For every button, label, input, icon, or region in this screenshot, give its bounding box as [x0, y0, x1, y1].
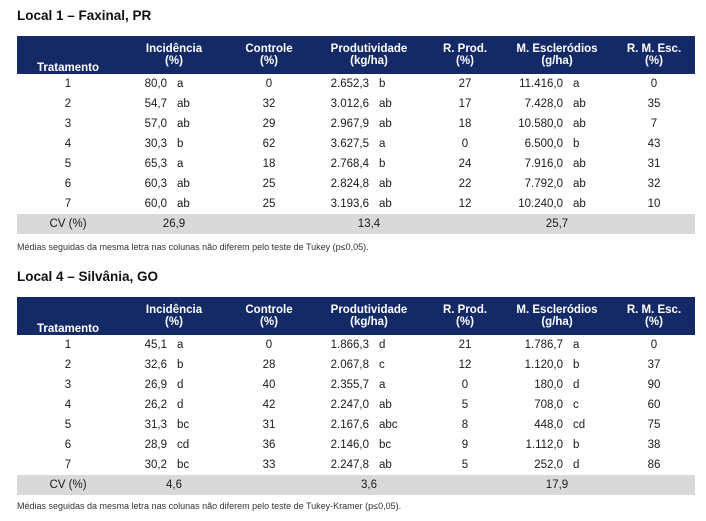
cell-esclerodios: [501, 415, 613, 435]
cell-incidencia-letter: ab: [177, 198, 190, 210]
cell-tratamento: 3: [64, 118, 72, 130]
cell-incidencia-letter: d: [177, 379, 184, 391]
table-row: [17, 395, 695, 415]
local4-table: [17, 297, 695, 495]
header-incidencia: Incidência: [119, 297, 229, 316]
cell-r-prod: 12: [458, 359, 472, 371]
cell-esclerodios-value: 6.500,0: [524, 138, 563, 150]
local1-title: Local 1 – Faxinal, PR: [17, 8, 152, 23]
cell-incidencia-value: 45,1: [144, 339, 167, 351]
header-r-prod-unit: (%): [429, 316, 501, 335]
cell-produtividade-letter: c: [379, 359, 385, 371]
cv-r-m-esc: [613, 475, 695, 495]
header-r-m-esc: R. M. Esc.: [613, 297, 695, 316]
cv-label: CV (%): [17, 214, 119, 234]
table-row: [17, 415, 695, 435]
local1-table-body: [17, 74, 695, 234]
cell-incidencia-value: 57,0: [144, 118, 167, 130]
cell-incidencia: [119, 395, 229, 415]
cell-esclerodios-letter: b: [573, 359, 580, 371]
cv-r-prod: [429, 214, 501, 234]
cell-tratamento: 6: [64, 439, 72, 451]
header-r-m-esc-unit: (%): [613, 55, 695, 74]
table-row: [17, 435, 695, 455]
cell-r-m-esc: 0: [650, 339, 658, 351]
cell-incidencia-letter: a: [177, 158, 184, 170]
cell-produtividade-letter: a: [379, 138, 386, 150]
cell-produtividade-value: 3.193,6: [330, 198, 369, 210]
header-r-prod: R. Prod.: [429, 36, 501, 55]
cell-esclerodios: [501, 174, 613, 194]
cell-produtividade-letter: ab: [379, 459, 392, 471]
header-esclerodios-unit: (g/ha): [501, 55, 613, 74]
cell-r-prod: 27: [458, 78, 472, 90]
cell-r-prod: 22: [458, 178, 472, 190]
cell-esclerodios: [501, 395, 613, 415]
cell-esclerodios-value: 7.916,0: [524, 158, 563, 170]
cell-tratamento: 2: [64, 359, 72, 371]
header-r-m-esc: R. M. Esc.: [613, 36, 695, 55]
cell-incidencia: [119, 335, 229, 355]
cell-incidencia-letter: b: [177, 359, 184, 371]
cv-produtividade: 13,4: [309, 214, 429, 234]
cell-produtividade-letter: b: [379, 158, 386, 170]
cv-controle: [229, 475, 309, 495]
cell-esclerodios-value: 11.416,0: [519, 78, 563, 90]
cell-incidencia-value: 30,2: [144, 459, 167, 471]
cell-tratamento: 6: [64, 178, 72, 190]
cell-r-m-esc: 43: [647, 138, 661, 150]
header-produtividade-unit: (kg/ha): [309, 55, 429, 74]
table-row: [17, 355, 695, 375]
cell-controle: 62: [262, 138, 276, 150]
cell-tratamento: 4: [64, 138, 72, 150]
cell-esclerodios-value: 1.120,0: [524, 359, 563, 371]
cell-esclerodios-value: 708,0: [534, 399, 563, 411]
cell-esclerodios-letter: ab: [573, 198, 586, 210]
cell-produtividade: [309, 154, 429, 174]
cell-incidencia-value: 26,2: [144, 399, 167, 411]
cell-incidencia-letter: ab: [177, 178, 190, 190]
cell-esclerodios-letter: ab: [573, 118, 586, 130]
cell-incidencia: [119, 94, 229, 114]
cell-r-m-esc: 35: [647, 98, 661, 110]
cell-incidencia-letter: ab: [177, 118, 190, 130]
cv-row: [17, 475, 695, 495]
cell-produtividade-value: 2.652,3: [330, 78, 369, 90]
cv-row: [17, 214, 695, 234]
cv-incidencia: 4,6: [119, 475, 229, 495]
cell-incidencia: [119, 154, 229, 174]
cell-r-m-esc: 86: [647, 459, 661, 471]
cell-incidencia: [119, 375, 229, 395]
cell-incidencia-value: 28,9: [144, 439, 167, 451]
cell-produtividade-letter: ab: [379, 178, 392, 190]
cell-produtividade-letter: d: [379, 339, 386, 351]
cell-produtividade-value: 2.167,6: [330, 419, 369, 431]
table-row: [17, 174, 695, 194]
cell-r-m-esc: 32: [647, 178, 661, 190]
cell-tratamento: 7: [64, 198, 72, 210]
cell-esclerodios-letter: b: [573, 138, 580, 150]
cell-incidencia: [119, 194, 229, 214]
cell-produtividade: [309, 395, 429, 415]
cell-incidencia-value: 60,0: [144, 198, 167, 210]
header-esclerodios-unit: (g/ha): [501, 316, 613, 335]
header-r-m-esc-unit: (%): [613, 316, 695, 335]
cell-produtividade-value: 1.866,3: [330, 339, 369, 351]
cell-controle: 0: [265, 78, 273, 90]
cell-tratamento: 1: [64, 339, 72, 351]
cell-r-m-esc: 90: [647, 379, 661, 391]
cv-label: CV (%): [17, 475, 119, 495]
cell-tratamento: 1: [64, 78, 72, 90]
cell-tratamento: 2: [64, 98, 72, 110]
cell-incidencia-letter: b: [177, 138, 184, 150]
cell-esclerodios-value: 7.428,0: [524, 98, 563, 110]
local1-table: [17, 36, 695, 234]
cell-incidencia-letter: d: [177, 399, 184, 411]
cell-produtividade: [309, 174, 429, 194]
cell-produtividade: [309, 415, 429, 435]
table-row: [17, 335, 695, 355]
cell-produtividade: [309, 435, 429, 455]
cell-produtividade-value: 2.247,8: [330, 459, 369, 471]
header-controle: Controle: [229, 297, 309, 316]
header-tratamento: Tratamento: [17, 36, 119, 74]
cell-esclerodios: [501, 114, 613, 134]
cell-controle: 42: [262, 399, 276, 411]
header-incidencia-unit: (%): [119, 316, 229, 335]
cell-esclerodios-value: 10.240,0: [518, 198, 563, 210]
cell-tratamento: 5: [64, 419, 72, 431]
cell-tratamento: 3: [64, 379, 72, 391]
cell-produtividade-letter: a: [379, 379, 386, 391]
table-row: [17, 134, 695, 154]
cell-incidencia: [119, 415, 229, 435]
table-row: [17, 154, 695, 174]
cell-esclerodios-value: 1.112,0: [525, 439, 563, 451]
cell-esclerodios: [501, 74, 613, 94]
cv-controle: [229, 214, 309, 234]
header-controle: Controle: [229, 36, 309, 55]
cell-r-m-esc: 0: [650, 78, 658, 90]
cell-r-prod: 9: [461, 439, 469, 451]
cell-esclerodios-letter: a: [573, 78, 580, 90]
cell-esclerodios: [501, 435, 613, 455]
cell-incidencia-letter: bc: [177, 419, 190, 431]
cell-produtividade-value: 3.012,6: [330, 98, 369, 110]
cell-produtividade: [309, 114, 429, 134]
cell-incidencia: [119, 455, 229, 475]
cell-esclerodios: [501, 94, 613, 114]
cell-produtividade: [309, 134, 429, 154]
cell-produtividade-value: 2.768,4: [330, 158, 369, 170]
cell-produtividade-value: 2.824,8: [330, 178, 369, 190]
table-row: [17, 375, 695, 395]
cv-esclerodios: 25,7: [501, 214, 613, 234]
cell-produtividade: [309, 355, 429, 375]
cell-incidencia: [119, 114, 229, 134]
cell-incidencia-value: 31,3: [144, 419, 167, 431]
header-r-prod-unit: (%): [429, 55, 501, 74]
cell-produtividade: [309, 335, 429, 355]
cv-incidencia: 26,9: [119, 214, 229, 234]
cell-esclerodios-letter: ab: [573, 158, 586, 170]
cell-produtividade-letter: b: [379, 78, 386, 90]
cell-controle: 18: [262, 158, 276, 170]
local4-footnote: Médias seguidas da mesma letra nas colunas não diferem pelo teste de Tukey-Kramer (p≤0,05).: [17, 501, 402, 511]
cell-incidencia-letter: a: [177, 339, 184, 351]
cell-produtividade-value: 2.067,8: [330, 359, 369, 371]
cell-r-prod: 18: [458, 118, 472, 130]
cell-controle: 25: [262, 178, 276, 190]
cell-r-m-esc: 60: [647, 399, 661, 411]
cell-incidencia-value: 54,7: [144, 98, 167, 110]
cell-incidencia-value: 32,6: [144, 359, 167, 371]
cell-esclerodios-value: 252,0: [534, 459, 563, 471]
cell-esclerodios: [501, 375, 613, 395]
cell-produtividade-letter: ab: [379, 198, 392, 210]
cell-tratamento: 5: [64, 158, 72, 170]
cell-esclerodios-value: 180,0: [534, 379, 563, 391]
table-row: [17, 194, 695, 214]
cell-incidencia-value: 80,0: [144, 78, 167, 90]
cell-r-prod: 21: [458, 339, 472, 351]
cell-r-prod: 24: [458, 158, 472, 170]
cell-incidencia-value: 65,3: [144, 158, 167, 170]
cell-produtividade: [309, 375, 429, 395]
cell-r-m-esc: 31: [647, 158, 661, 170]
local1-footnote: Médias seguidas da mesma letra nas colunas não diferem pelo teste de Tukey (p≤0,05).: [17, 242, 369, 252]
cell-produtividade: [309, 74, 429, 94]
cell-produtividade-letter: ab: [379, 118, 392, 130]
cell-incidencia-letter: bc: [177, 459, 190, 471]
cell-incidencia: [119, 74, 229, 94]
cell-tratamento: 7: [64, 459, 72, 471]
cell-incidencia-letter: cd: [177, 439, 190, 451]
header-produtividade: Produtividade: [309, 297, 429, 316]
cell-produtividade-value: 3.627,5: [330, 138, 369, 150]
cv-esclerodios: 17,9: [501, 475, 613, 495]
cell-esclerodios: [501, 455, 613, 475]
cell-r-prod: 0: [461, 138, 469, 150]
cell-r-prod: 5: [461, 459, 469, 471]
cell-r-prod: 5: [461, 399, 469, 411]
cell-esclerodios-letter: b: [573, 439, 580, 451]
header-incidencia: Incidência: [119, 36, 229, 55]
cell-incidencia-letter: a: [177, 78, 184, 90]
cell-incidencia: [119, 174, 229, 194]
cell-controle: 32: [262, 98, 276, 110]
cell-controle: 33: [262, 459, 276, 471]
local4-table-body: [17, 335, 695, 495]
cell-produtividade-letter: bc: [379, 439, 392, 451]
cv-produtividade: 3,6: [309, 475, 429, 495]
cell-produtividade: [309, 94, 429, 114]
cell-esclerodios-letter: c: [573, 399, 579, 411]
cell-r-m-esc: 37: [647, 359, 661, 371]
table-row: [17, 114, 695, 134]
cell-esclerodios: [501, 134, 613, 154]
cell-incidencia-letter: ab: [177, 98, 190, 110]
cell-r-prod: 0: [461, 379, 469, 391]
cell-esclerodios-value: 7.792,0: [524, 178, 563, 190]
cell-r-m-esc: 38: [647, 439, 661, 451]
header-produtividade-unit: (kg/ha): [309, 316, 429, 335]
header-tratamento: Tratamento: [17, 297, 119, 335]
header-produtividade: Produtividade: [309, 36, 429, 55]
cell-esclerodios: [501, 355, 613, 375]
cell-produtividade: [309, 455, 429, 475]
cell-controle: 31: [262, 419, 276, 431]
cell-produtividade: [309, 194, 429, 214]
cell-controle: 29: [262, 118, 276, 130]
cell-incidencia: [119, 435, 229, 455]
cell-esclerodios: [501, 154, 613, 174]
cell-incidencia-value: 60,3: [144, 178, 167, 190]
cell-produtividade-value: 2.247,0: [330, 399, 369, 411]
cell-esclerodios-letter: cd: [573, 419, 586, 431]
cv-r-prod: [429, 475, 501, 495]
header-esclerodios: M. Escleródios: [501, 36, 613, 55]
cell-r-prod: 12: [458, 198, 472, 210]
local4-title: Local 4 – Silvânia, GO: [17, 269, 159, 284]
cell-esclerodios-value: 448,0: [534, 419, 563, 431]
cell-controle: 0: [265, 339, 273, 351]
cell-produtividade-value: 2.967,9: [330, 118, 369, 130]
table-row: [17, 74, 695, 94]
cell-r-m-esc: 10: [647, 198, 661, 210]
table-row: [17, 94, 695, 114]
cell-controle: 36: [262, 439, 276, 451]
header-incidencia-unit: (%): [119, 55, 229, 74]
cell-esclerodios-letter: ab: [573, 98, 586, 110]
cell-incidencia-value: 30,3: [144, 138, 167, 150]
header-r-prod: R. Prod.: [429, 297, 501, 316]
cell-r-prod: 8: [461, 419, 469, 431]
cell-esclerodios: [501, 194, 613, 214]
cell-esclerodios-letter: a: [573, 339, 580, 351]
cell-esclerodios: [501, 335, 613, 355]
cell-produtividade-value: 2.146,0: [330, 439, 369, 451]
header-controle-unit: (%): [229, 316, 309, 335]
cell-incidencia: [119, 134, 229, 154]
cell-controle: 40: [262, 379, 276, 391]
cell-produtividade-value: 2.355,7: [330, 379, 369, 391]
cell-esclerodios-value: 1.786,7: [524, 339, 563, 351]
cell-esclerodios-letter: d: [573, 379, 580, 391]
cell-tratamento: 4: [64, 399, 72, 411]
cell-incidencia-value: 26,9: [144, 379, 167, 391]
cell-esclerodios-letter: ab: [573, 178, 586, 190]
cell-r-m-esc: 75: [647, 419, 661, 431]
cell-produtividade-letter: ab: [379, 399, 392, 411]
table-row: [17, 455, 695, 475]
cell-r-m-esc: 7: [650, 118, 658, 130]
cell-controle: 25: [262, 198, 276, 210]
header-controle-unit: (%): [229, 55, 309, 74]
cell-incidencia: [119, 355, 229, 375]
cell-produtividade-letter: ab: [379, 98, 392, 110]
cell-controle: 28: [262, 359, 276, 371]
cell-esclerodios-value: 10.580,0: [518, 118, 563, 130]
cell-esclerodios-letter: d: [573, 459, 580, 471]
cv-r-m-esc: [613, 214, 695, 234]
header-esclerodios: M. Escleródios: [501, 297, 613, 316]
cell-produtividade-letter: abc: [379, 419, 398, 431]
cell-r-prod: 17: [458, 98, 472, 110]
